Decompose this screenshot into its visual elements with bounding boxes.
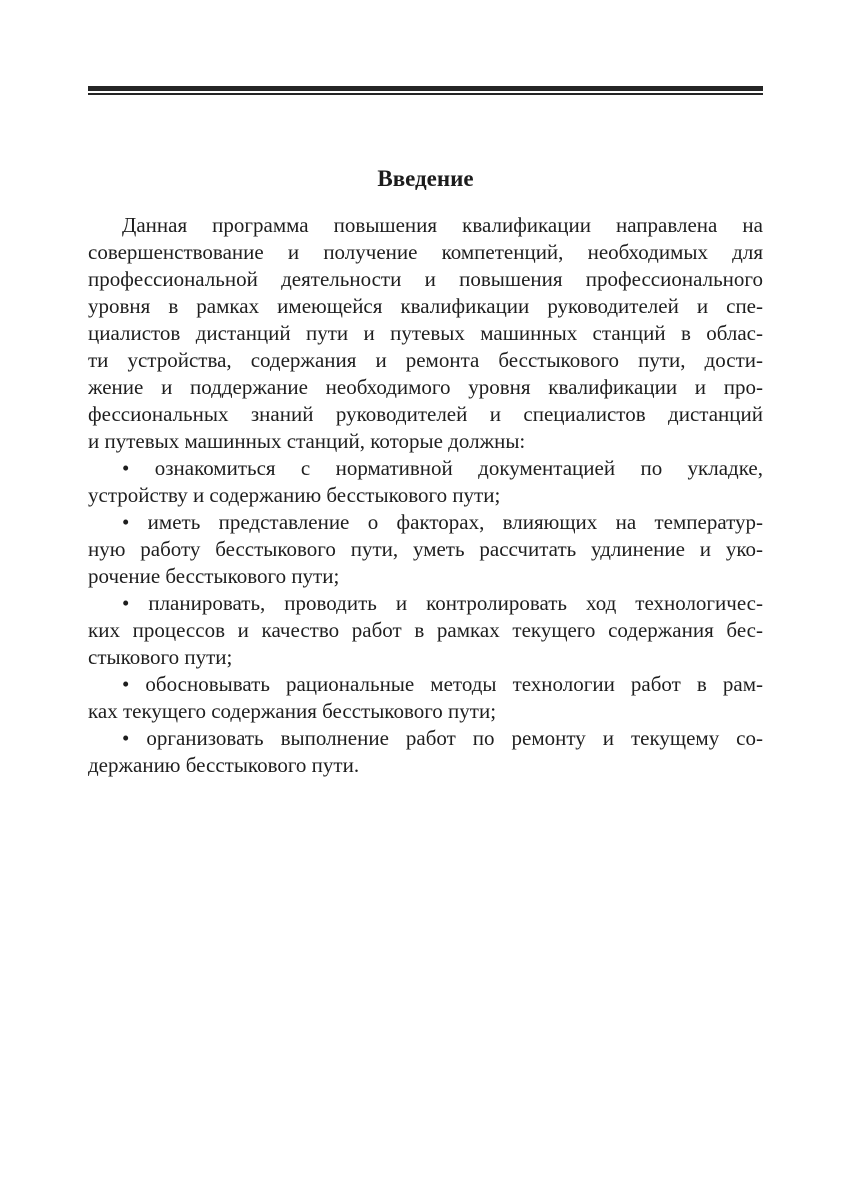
text-line: стыкового пути;	[88, 645, 233, 669]
text-line: ких процессов и качество работ в рамках текущего содержания бес-	[88, 618, 763, 642]
text-line: ках текущего содержания бесстыкового пути;	[88, 699, 497, 723]
text-line: уровня в рамках имеющейся квалификации руководителей и спе-	[88, 294, 763, 318]
text-line: жение и поддержание необходимого уровня квалификации и про-	[88, 375, 763, 399]
bullet-line: • ознакомиться с нормативной документацией по укладке,	[122, 456, 763, 480]
text-line: рочение бесстыкового пути;	[88, 564, 340, 588]
text-line: Данная программа повышения квалификации направлена на	[122, 213, 763, 237]
text-line: устройству и содержанию бесстыкового пути;	[88, 483, 501, 507]
bullet-line: • организовать выполнение работ по ремонту и текущему со-	[122, 726, 763, 750]
text-line: совершенствование и получение компетенций, необходимых для	[88, 240, 763, 264]
page-title: Введение	[377, 166, 474, 192]
text-line: профессиональной деятельности и повышения профессионального	[88, 267, 763, 291]
rule-thin-line	[88, 93, 763, 95]
text-line: держанию бесстыкового пути.	[88, 753, 360, 777]
text-line: ную работу бесстыкового пути, уметь рассчитать удлинение и уко-	[88, 537, 763, 561]
bullet-line: • планировать, проводить и контролировать ход технологичес-	[122, 591, 763, 615]
text-line: фессиональных знаний руководителей и специалистов дистанций	[88, 402, 763, 426]
bullet-line: • иметь представление о факторах, влияющих на температур-	[122, 510, 763, 534]
text-line: ти устройства, содержания и ремонта бесстыкового пути, дости-	[88, 348, 763, 372]
text-line: циалистов дистанций пути и путевых машинных станций в облас-	[88, 321, 763, 345]
content	[88, 212, 763, 779]
header-double-rule	[88, 86, 763, 95]
bullet-line: • обосновывать рациональные методы технологии работ в рам-	[122, 672, 763, 696]
text-line: и путевых машинных станций, которые должны:	[88, 429, 526, 453]
